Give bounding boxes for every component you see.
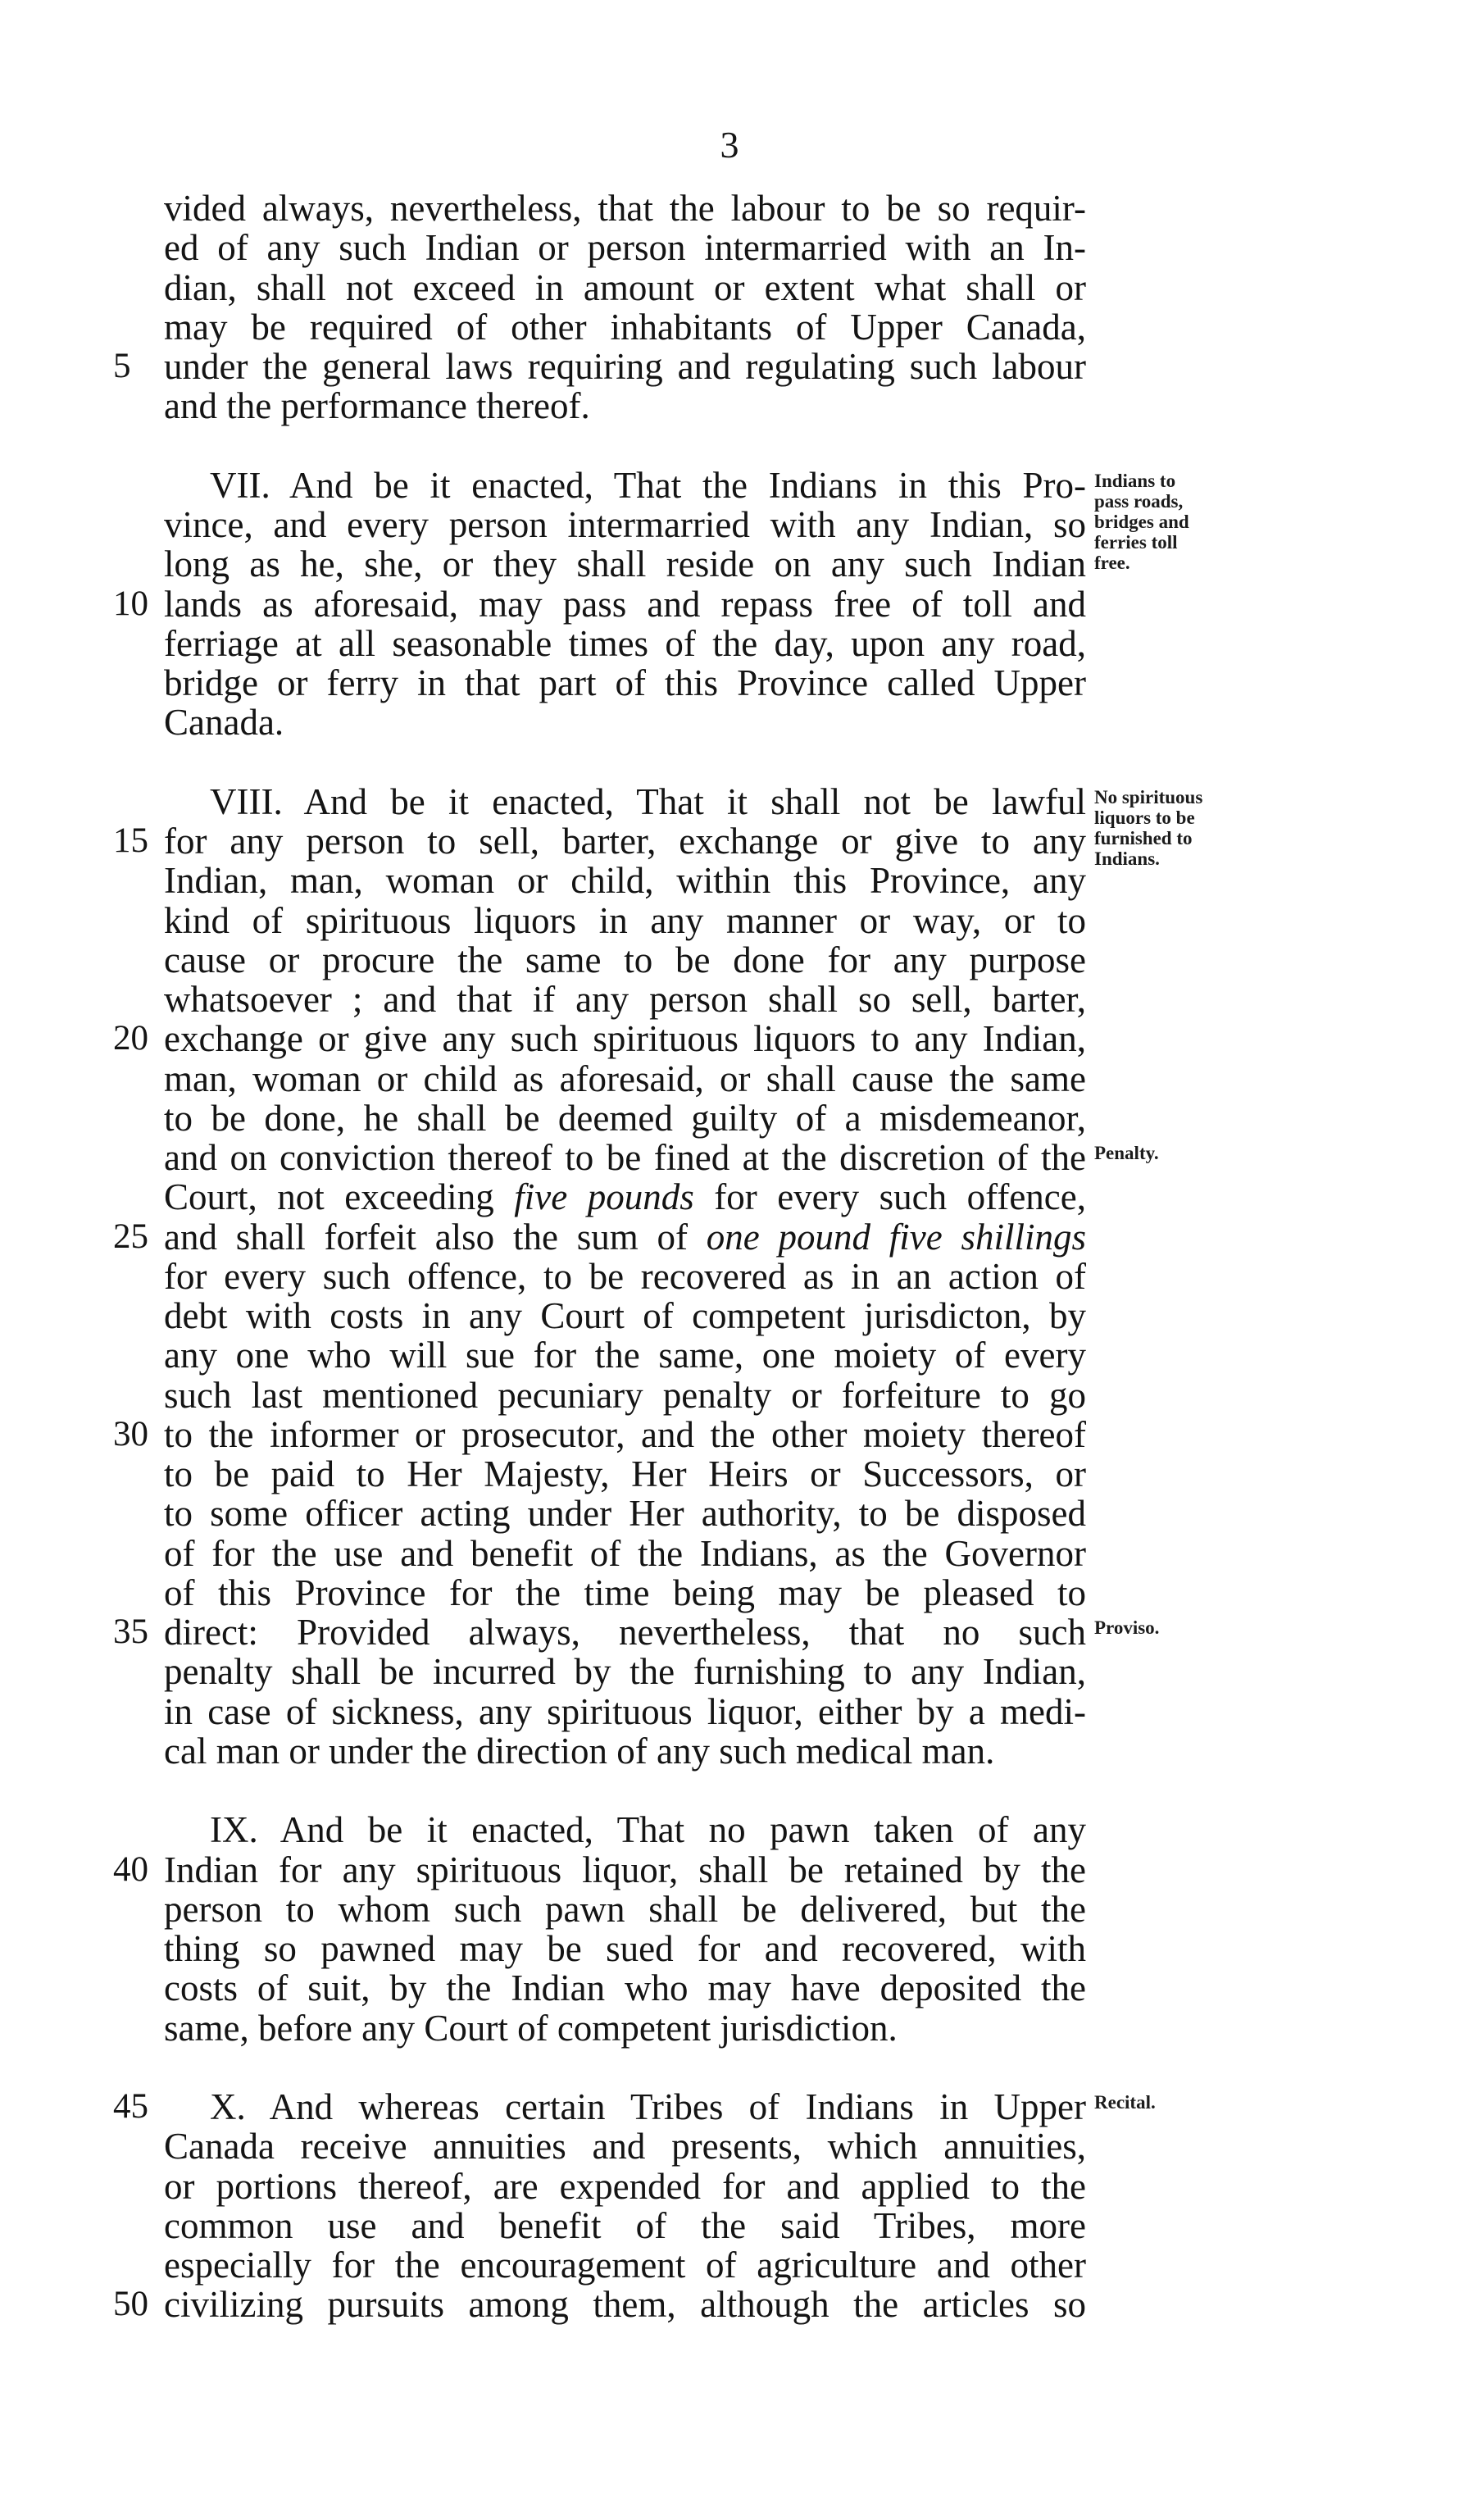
line-text: in case of sickness, any spirituous liquor, either by a medi-	[164, 1690, 1086, 1732]
line-text: vided always, nevertheless, that the labour to be so requir-	[164, 188, 1086, 229]
margin-note	[1094, 471, 1283, 573]
margin-note	[1094, 2092, 1283, 2113]
text-line	[164, 1335, 1086, 1375]
text-line	[164, 1494, 1086, 1533]
text-line	[164, 268, 1086, 307]
line-text: to be paid to Her Majesty, Her Heirs or Successors, or	[164, 1453, 1086, 1494]
line-text: common use and benefit of the said Tribes, more	[164, 2204, 1086, 2246]
line-text: ferriage at all seasonable times of the day, upon any road,	[164, 622, 1086, 664]
line-number: 20	[113, 1019, 148, 1058]
text-line	[164, 1177, 1086, 1217]
line-number: 5	[113, 347, 131, 385]
text-line	[164, 1968, 1086, 2008]
statute-body-text	[113, 188, 1086, 2326]
text-line	[164, 901, 1086, 940]
line-number: 50	[113, 2285, 148, 2324]
line-text: and the performance thereof.	[164, 385, 590, 427]
margin-note-line: bridges and	[1094, 511, 1189, 532]
line-text: under the general laws requiring and regulating such labour	[164, 346, 1086, 387]
text-line	[164, 940, 1086, 980]
text-line	[164, 1652, 1086, 1691]
text-line	[164, 1099, 1086, 1138]
text-line	[113, 2086, 1086, 2127]
text-line	[164, 1810, 1086, 1849]
text-line	[164, 307, 1086, 347]
margin-note-line: liquors to be	[1094, 807, 1195, 828]
line-text: thing so pawned may be sued for and recovered, with	[164, 1928, 1086, 1969]
paragraph-gap	[164, 1771, 1086, 1810]
text-line	[164, 2127, 1086, 2166]
line-text: to the informer or prosecutor, and the other moiety thereof	[164, 1413, 1086, 1455]
text-line	[164, 1257, 1086, 1296]
line-text: debt with costs in any Court of competent jurisdicton, by	[164, 1295, 1086, 1336]
line-text: X. And whereas certain Tribes of Indians in Upper	[210, 2086, 1086, 2127]
paragraph-gap	[164, 743, 1086, 782]
line-text: Court, not exceeding	[164, 1176, 515, 1218]
line-text: penalty shall be incurred by the furnishing to any Indian,	[164, 1651, 1086, 1693]
line-text: especially for the encouragement of agriculture and other	[164, 2245, 1086, 2286]
line-text: lands as aforesaid, may pass and repass free of toll and	[164, 583, 1086, 625]
line-number: 30	[113, 1414, 148, 1453]
line-text: for every such offence, to be recovered as in an action of	[164, 1255, 1086, 1297]
text-line	[164, 2206, 1086, 2245]
line-text: VII. And be it enacted, That the Indians in this Pro-	[210, 464, 1086, 506]
line-text: long as he, she, or they shall reside on any such Indian	[164, 544, 1086, 585]
text-line	[113, 1216, 1086, 1258]
line-number: 40	[113, 1849, 148, 1889]
text-line	[164, 1059, 1086, 1099]
line-text: cal man or under the direction of any such medical man.	[164, 1730, 995, 1772]
line-text: cause or procure the same to be done for any purpose	[164, 939, 1086, 980]
margin-note-line: free.	[1094, 552, 1130, 573]
text-line	[113, 2284, 1086, 2326]
text-line	[164, 228, 1086, 267]
line-text: to be done, he shall be deemed guilty of a misdemeanor,	[164, 1097, 1086, 1139]
line-number: 15	[113, 821, 148, 860]
line-text: or portions thereof, are expended for and applied to the	[164, 2165, 1086, 2207]
line-text: for every such offence,	[693, 1176, 1086, 1218]
italic-amount: five pounds	[514, 1176, 694, 1218]
line-text: Indian, man, woman or child, within this Province, any	[164, 860, 1086, 902]
text-line	[164, 2008, 1086, 2048]
margin-note-line: Penalty.	[1094, 1143, 1159, 1163]
text-line	[113, 1849, 1086, 1890]
margin-note-line: ferries toll	[1094, 531, 1178, 553]
margin-note-line: Recital.	[1094, 2092, 1156, 2113]
text-line	[113, 821, 1086, 862]
margin-note-line: furnished to	[1094, 827, 1193, 848]
line-text: direct: Provided always, nevertheless, that no such	[164, 1612, 1086, 1653]
text-line	[164, 386, 1086, 425]
text-line	[113, 1612, 1086, 1653]
line-text: man, woman or child as aforesaid, or shall cause the same	[164, 1058, 1086, 1099]
line-text: vince, and every person intermarried with any Indian, so	[164, 504, 1086, 545]
text-line	[164, 1138, 1086, 1177]
line-text: of for the use and benefit of the Indians, as the Governor	[164, 1532, 1086, 1574]
line-number: 35	[113, 1613, 148, 1651]
line-text: and on conviction thereof to be fined at the discretion of the	[164, 1137, 1086, 1178]
margin-note-line: Indians to	[1094, 470, 1176, 491]
text-line	[164, 2245, 1086, 2285]
text-line	[164, 861, 1086, 900]
text-line	[164, 782, 1086, 821]
line-text: IX. And be it enacted, That no pawn taken of any	[210, 1809, 1086, 1851]
line-text: any one who will sue for the same, one moiety of every	[164, 1335, 1086, 1376]
line-text: Canada.	[164, 702, 284, 744]
text-line	[164, 505, 1086, 544]
line-text: bridge or ferry in that part of this Province called Upper	[164, 662, 1086, 703]
text-line	[164, 1376, 1086, 1415]
paragraph-gap	[164, 426, 1086, 466]
text-line	[164, 1692, 1086, 1731]
text-line	[164, 1929, 1086, 1968]
margin-note-line: pass roads,	[1094, 490, 1184, 512]
line-text: to some officer acting under Her authority, to be disposed	[164, 1493, 1086, 1535]
line-text: Indian for any spirituous liquor, shall be retained by the	[164, 1849, 1086, 1890]
text-line	[164, 2167, 1086, 2206]
text-line	[164, 1454, 1086, 1494]
text-line	[164, 1890, 1086, 1929]
line-number: 25	[113, 1217, 148, 1256]
text-line	[113, 1018, 1086, 1060]
line-text: such last mentioned pecuniary penalty or forfeiture to go	[164, 1374, 1086, 1416]
line-text: dian, shall not exceed in amount or extent what shall or	[164, 266, 1086, 308]
line-text: Canada receive annuities and presents, which annuities,	[164, 2126, 1086, 2167]
text-line	[164, 544, 1086, 584]
line-text: of this Province for the time being may be pleased to	[164, 1572, 1086, 1613]
line-text: same, before any Court of competent jurisdiction.	[164, 2007, 898, 2049]
text-line	[164, 980, 1086, 1019]
margin-note-line: Indians.	[1094, 848, 1160, 869]
line-text: may be required of other inhabitants of Upper Canada,	[164, 306, 1086, 348]
text-line	[164, 1296, 1086, 1335]
text-line	[164, 663, 1086, 703]
text-line	[113, 346, 1086, 387]
line-text: person to whom such pawn shall be delivered, but the	[164, 1888, 1086, 1930]
margin-note	[1094, 787, 1283, 869]
text-line	[164, 1534, 1086, 1573]
paragraph-gap	[164, 2048, 1086, 2087]
text-line	[164, 1731, 1086, 1771]
line-text: civilizing pursuits among them, although the articles so	[164, 2284, 1086, 2326]
page-number: 3	[720, 124, 739, 166]
line-text: exchange or give any such spirituous liquors to any Indian,	[164, 1018, 1086, 1060]
text-line	[113, 583, 1086, 625]
line-text: whatsoever ; and that if any person shall so sell, barter,	[164, 979, 1086, 1020]
italic-amount: one pound five shillings	[706, 1216, 1086, 1258]
margin-note	[1094, 1617, 1283, 1638]
text-line	[113, 1413, 1086, 1455]
text-line	[164, 703, 1086, 742]
line-text: costs of suit, by the Indian who may have deposited the	[164, 1967, 1086, 2009]
line-text: kind of spirituous liquors in any manner or way, or to	[164, 899, 1086, 941]
line-number: 45	[113, 2087, 148, 2126]
text-line	[164, 624, 1086, 663]
line-text: ed of any such Indian or person intermarried with an In-	[164, 227, 1086, 269]
text-line	[164, 189, 1086, 228]
line-text: and shall forfeit also the sum of	[164, 1216, 707, 1258]
margin-note-line: No spirituous	[1094, 786, 1203, 807]
margin-note	[1094, 1143, 1283, 1163]
line-text: for any person to sell, barter, exchange or give to any	[164, 821, 1086, 862]
line-text: VIII. And be it enacted, That it shall not be lawful	[210, 780, 1086, 822]
line-number: 10	[113, 584, 148, 623]
text-line	[164, 1573, 1086, 1613]
text-line	[164, 466, 1086, 505]
margin-note-line: Proviso.	[1094, 1617, 1160, 1638]
